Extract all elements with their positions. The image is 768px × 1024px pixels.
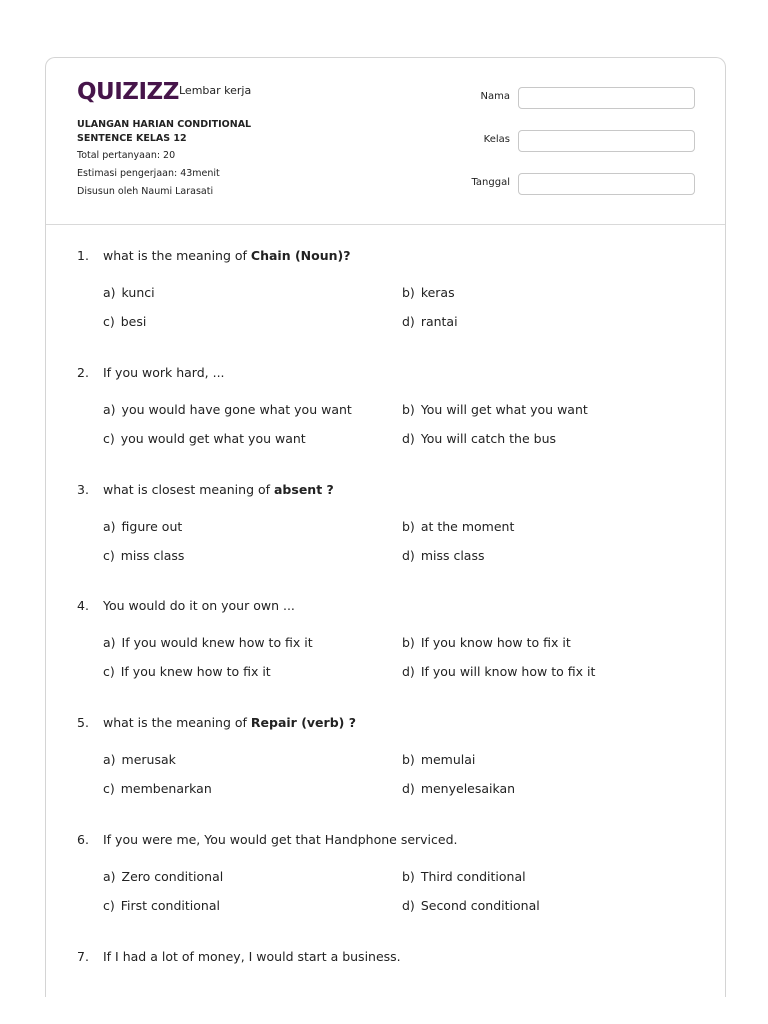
question-text: what is the meaning of Chain (Noun)? [103,248,351,263]
option-a[interactable]: a) you would have gone what you want [103,402,352,417]
question-text: what is the meaning of Repair (verb) ? [103,715,356,730]
option-d[interactable]: d) You will catch the bus [402,431,557,446]
option-b[interactable]: b) memulai [402,752,476,767]
option-d[interactable]: d) If you will know how to fix it [402,664,596,679]
question-text: If I had a lot of money, I would start a business. [103,949,401,964]
option-a[interactable]: a) Zero conditional [103,869,224,884]
option-c[interactable]: c) If you knew how to fix it [103,664,271,679]
question-number: 6. [77,832,89,847]
question-text: You would do it on your own ... [103,598,295,613]
question-number: 3. [77,482,89,497]
estimated-time: Estimasi pengerjaan: 43menit [77,168,220,179]
option-b[interactable]: b) If you know how to fix it [402,635,571,650]
option-c[interactable]: c) you would get what you want [103,431,306,446]
option-d[interactable]: d) rantai [402,314,458,329]
option-b[interactable]: b) Third conditional [402,869,526,884]
option-b[interactable]: b) at the moment [402,519,515,534]
question-number: 7. [77,949,89,964]
question-text: what is closest meaning of absent ? [103,482,334,497]
name-field[interactable] [518,87,695,109]
sheet-type-label: Lembar kerja [179,84,252,97]
question-number: 5. [77,715,89,730]
total-questions: Total pertanyaan: 20 [77,150,176,161]
option-c[interactable]: c) First conditional [103,898,220,913]
quizizz-logo: QUIZIZZ [77,79,179,105]
date-field[interactable] [518,173,695,195]
worksheet-card [45,57,726,997]
option-c[interactable]: c) miss class [103,548,185,563]
date-label: Tanggal [471,177,510,188]
class-field[interactable] [518,130,695,152]
option-b[interactable]: b) You will get what you want [402,402,588,417]
name-label: Nama [480,91,510,102]
question-number: 4. [77,598,89,613]
option-b[interactable]: b) keras [402,285,455,300]
option-a[interactable]: a) kunci [103,285,155,300]
option-a[interactable]: a) If you would knew how to fix it [103,635,313,650]
option-a[interactable]: a) merusak [103,752,176,767]
option-d[interactable]: d) menyelesaikan [402,781,516,796]
option-c[interactable]: c) membenarkan [103,781,212,796]
option-d[interactable]: d) miss class [402,548,485,563]
class-label: Kelas [483,134,510,145]
question-text: If you were me, You would get that Handphone serviced. [103,832,458,847]
worksheet-header [46,58,725,225]
quiz-title: ULANGAN HARIAN CONDITIONAL SENTENCE KELAS 12 [77,119,252,144]
option-c[interactable]: c) besi [103,314,147,329]
option-a[interactable]: a) figure out [103,519,183,534]
option-d[interactable]: d) Second conditional [402,898,540,913]
question-number: 2. [77,365,89,380]
author-line: Disusun oleh Naumi Larasati [77,186,214,197]
question-text: If you work hard, ... [103,365,225,380]
question-number: 1. [77,248,89,263]
